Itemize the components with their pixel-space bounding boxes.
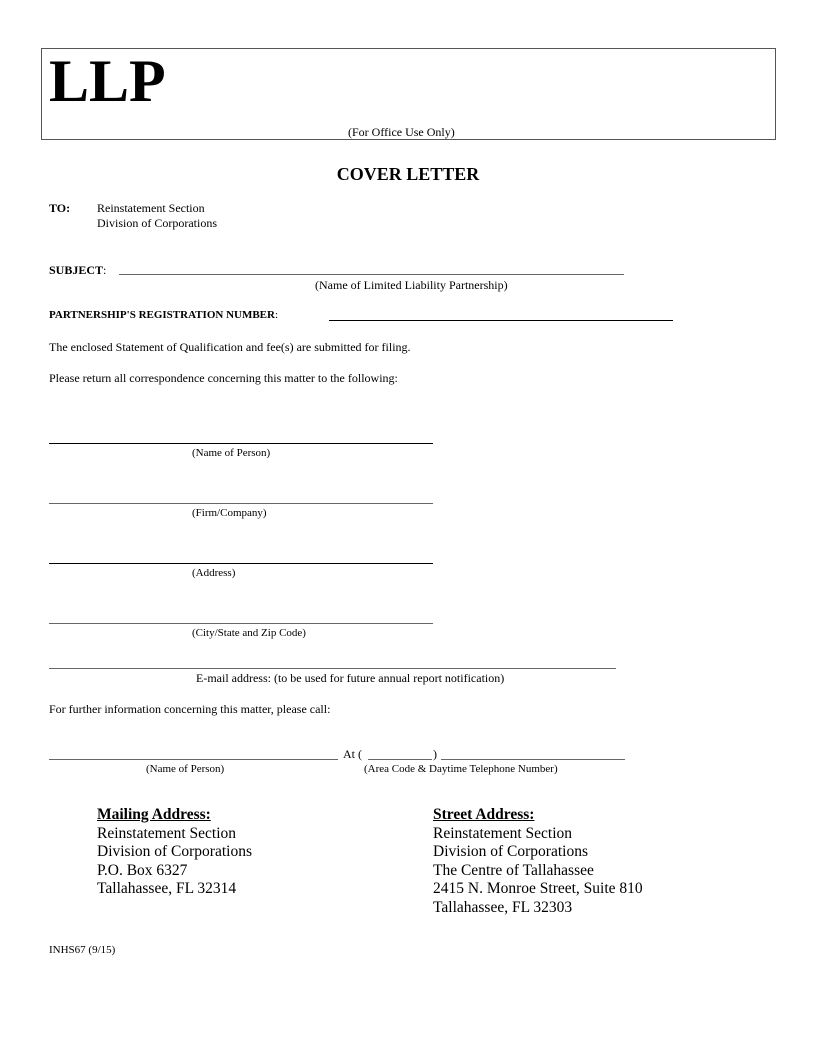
registration-colon: : [274, 309, 279, 321]
paren-close: ) [433, 747, 437, 761]
contact-name-caption: (Name of Person) [146, 763, 225, 775]
city-caption: (City/State and Zip Code) [192, 627, 306, 639]
street-address-line-2: Division of Corporations [433, 843, 588, 860]
phone-number-line[interactable] [441, 759, 625, 760]
email-field-line[interactable] [49, 668, 616, 669]
street-address-line-4: 2415 N. Monroe Street, Suite 810 [433, 880, 643, 897]
phone-caption: (Area Code & Daytime Telephone Number) [364, 763, 558, 775]
name-field-line[interactable] [49, 443, 433, 444]
street-address-block [433, 806, 643, 917]
office-use-note: (For Office Use Only) [348, 125, 455, 139]
statement-paragraph: The enclosed Statement of Qualification and fee(s) are submitted for filing. [49, 340, 411, 354]
street-address-line-3: The Centre of Tallahassee [433, 861, 594, 879]
to-line-2: Division of Corporations [97, 216, 217, 230]
address-caption: (Address) [192, 567, 236, 579]
email-caption: E-mail address: (to be used for future annual report notification) [196, 671, 505, 685]
return-paragraph: Please return all correspondence concerning this matter to the following: [49, 371, 398, 385]
firm-field-line[interactable] [49, 503, 433, 504]
subject-caption: (Name of Limited Liability Partnership) [315, 278, 508, 292]
address-field-line[interactable] [49, 563, 433, 564]
at-label: At ( [343, 747, 362, 761]
firm-caption: (Firm/Company) [192, 507, 267, 519]
name-caption: (Name of Person) [192, 447, 271, 459]
contact-name-line[interactable] [49, 759, 338, 760]
registration-label-group [49, 309, 278, 321]
llp-title: LLP [49, 48, 166, 114]
street-address-line-5: Tallahassee, FL 32303 [433, 898, 573, 916]
registration-label: PARTNERSHIP'S REGISTRATION NUMBER [49, 309, 275, 321]
mailing-address-line-1: Reinstatement Section [97, 824, 237, 842]
mailing-address-line-2: Division of Corporations [97, 843, 252, 860]
subject-field-line[interactable] [119, 274, 624, 275]
contact-intro: For further information concerning this matter, please call: [49, 702, 331, 716]
subject-label: SUBJECT [49, 263, 104, 277]
street-address-line-1: Reinstatement Section [433, 824, 573, 842]
mailing-address-block [97, 806, 252, 899]
form-code: INHS67 (9/15) [49, 944, 116, 956]
office-use-box [41, 48, 776, 140]
to-label: TO: [49, 201, 71, 215]
registration-field-line[interactable] [329, 320, 673, 321]
subject-label-group [49, 263, 106, 278]
to-line-1: Reinstatement Section [97, 201, 205, 215]
mailing-address-title: Mailing Address: [97, 806, 211, 823]
document-title: COVER LETTER [336, 164, 480, 184]
area-code-line[interactable] [368, 759, 432, 760]
city-field-line[interactable] [49, 623, 433, 624]
mailing-address-line-3: P.O. Box 6327 [97, 861, 188, 879]
street-address-title: Street Address: [433, 806, 535, 823]
mailing-address-line-4: Tallahassee, FL 32314 [97, 880, 237, 897]
subject-colon: : [103, 263, 107, 277]
